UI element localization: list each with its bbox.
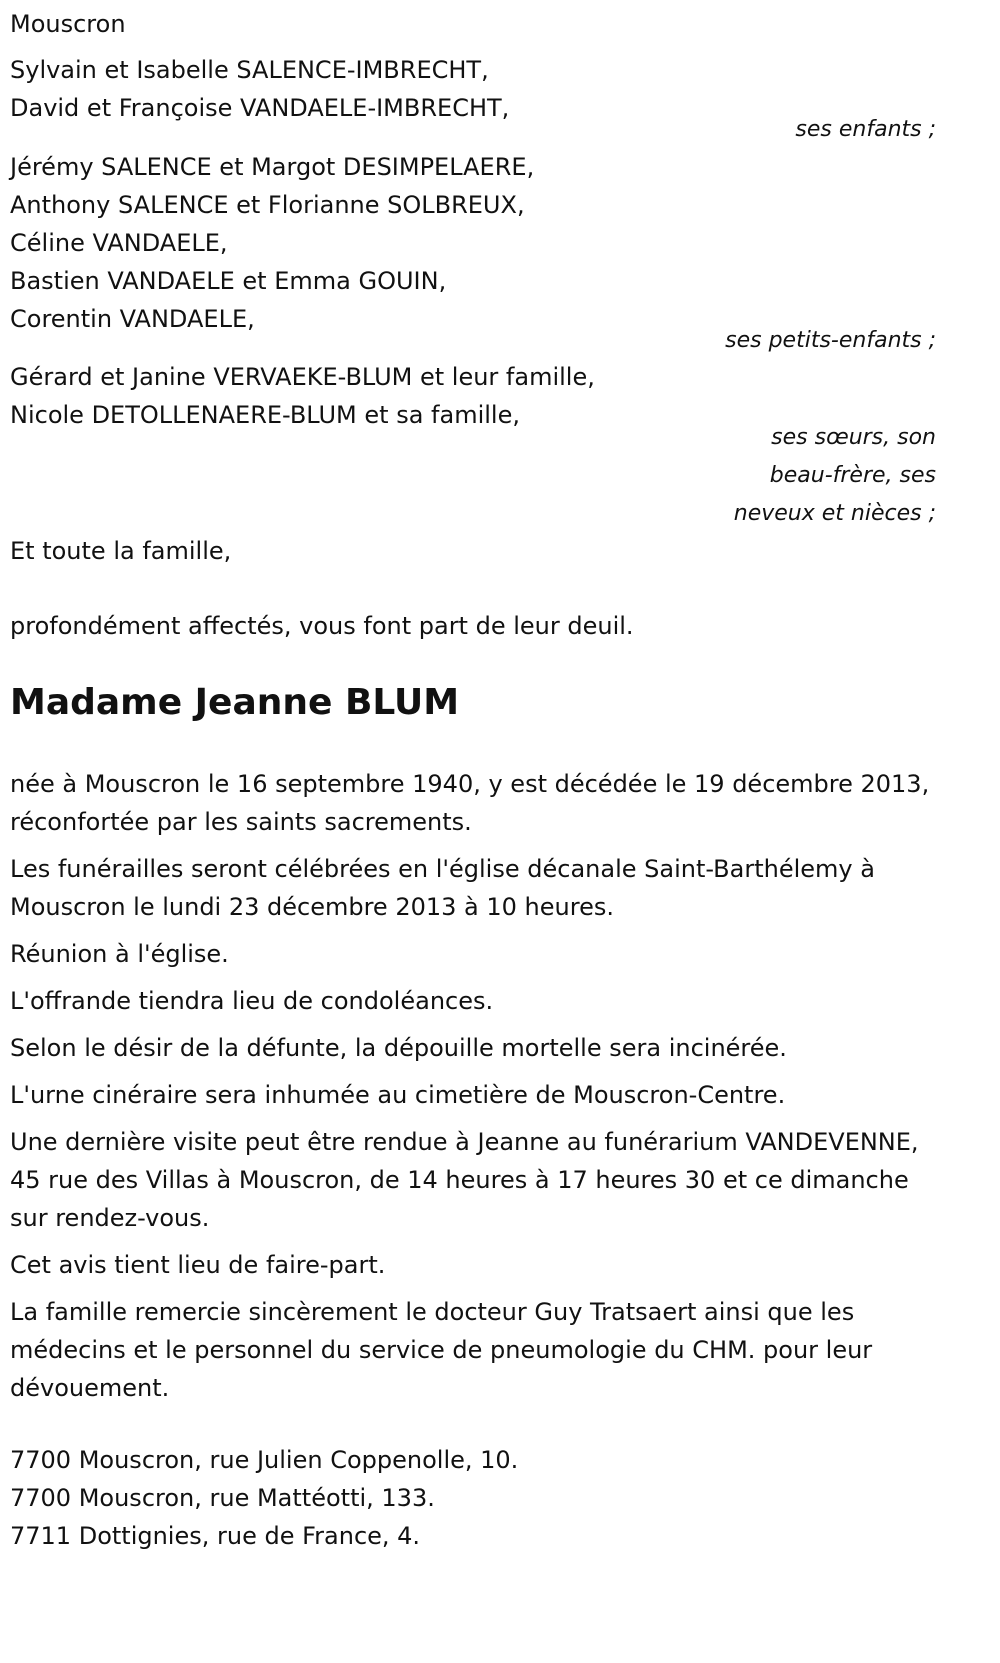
funeral-paragraph: Les funérailles seront célébrées en l'église décanale Saint-Barthélemy à Mouscron le lundi 23 décembre 2013 à 10 heures.	[10, 855, 875, 921]
visit-paragraph: Une dernière visite peut être rendue à Jeanne au funérarium VANDEVENNE, 45 rue des Villas à Mouscron, de 14 heures à 17 heures 30 et ce dimanche sur rendez-vous.	[10, 1128, 919, 1232]
child-family-1: Sylvain et Isabelle SALENCE-IMBRECHT,	[10, 56, 489, 84]
grandchild-4: Bastien VANDAELE et Emma GOUIN,	[10, 267, 447, 295]
thanks-paragraph: La famille remercie sincèrement le docteur Guy Tratsaert ainsi que les médecins et le personnel du service de pneumologie du CHM. pour leur dévouement.	[10, 1298, 873, 1402]
child-family-2: David et Françoise VANDAELE-IMBRECHT,	[10, 94, 510, 122]
sibling-1: Gérard et Janine VERVAEKE-BLUM et leur famille,	[10, 363, 595, 391]
city-heading: Mouscron	[10, 10, 126, 38]
sibling-2: Nicole DETOLLENAERE-BLUM et sa famille,	[10, 401, 520, 429]
grandchildren-section	[10, 148, 936, 338]
notice-paragraph: Cet avis tient lieu de faire-part.	[10, 1251, 386, 1279]
grandchild-1: Jérémy SALENCE et Margot DESIMPELAERE,	[10, 153, 535, 181]
grandchild-5: Corentin VANDAELE,	[10, 305, 255, 333]
details-section	[10, 765, 936, 1416]
siblings-relation-line-2: beau-frère, ses	[769, 463, 936, 488]
meeting-paragraph: Réunion à l'église.	[10, 940, 229, 968]
address-3: 7711 Dottignies, rue de France, 4.	[10, 1522, 421, 1550]
siblings-relation	[10, 419, 936, 533]
urn-paragraph: L'urne cinéraire sera inhumée au cimetière de Mouscron-Centre.	[10, 1081, 786, 1109]
announcement-line: profondément affectés, vous font part de leur deuil.	[10, 612, 634, 640]
address-2: 7700 Mouscron, rue Mattéotti, 133.	[10, 1484, 435, 1512]
family-line: Et toute la famille,	[10, 537, 232, 565]
cremation-paragraph: Selon le désir de la défunte, la dépouille mortelle sera incinérée.	[10, 1034, 787, 1062]
siblings-relation-line-3: neveux et nièces ;	[733, 501, 936, 526]
offering-paragraph: L'offrande tiendra lieu de condoléances.	[10, 987, 494, 1015]
deceased-name: Madame Jeanne BLUM	[10, 682, 460, 723]
birth-death-paragraph: née à Mouscron le 16 septembre 1940, y est décédée le 19 décembre 2013, réconfortée par les saints sacrements.	[10, 770, 930, 836]
address-1: 7700 Mouscron, rue Julien Coppenolle, 10.	[10, 1446, 519, 1474]
header-section	[10, 5, 936, 43]
siblings-relation-line-1: ses sœurs, son	[771, 425, 936, 450]
addresses-section	[10, 1441, 936, 1555]
children-relation: ses enfants ;	[795, 117, 936, 142]
grandchild-2: Anthony SALENCE et Florianne SOLBREUX,	[10, 191, 525, 219]
grandchildren-relation: ses petits-enfants ;	[725, 328, 936, 353]
grandchild-3: Céline VANDAELE,	[10, 229, 228, 257]
